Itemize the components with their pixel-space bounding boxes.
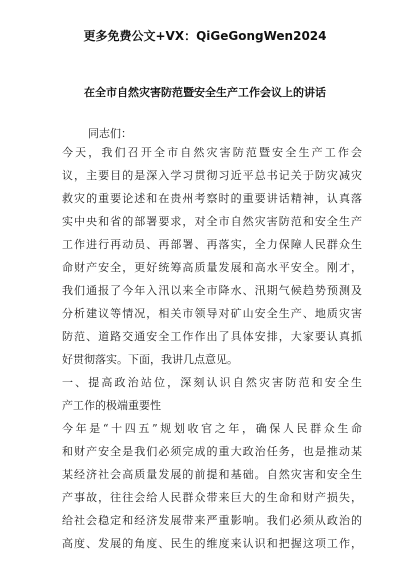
greeting: 同志们： <box>88 127 132 140</box>
section-heading: 产工作的极端重要性 <box>62 399 161 412</box>
body-line: 我们通报了今年入汛以来全市降水、汛期气候趋势预测及 <box>62 284 362 297</box>
body-line: 今年是“十四五”规划收官之年，确保人民群众生命 <box>62 422 362 435</box>
document-title: 在全市自然灾害防范暨安全生产工作会议上的讲话 <box>84 86 326 99</box>
body-line: 产事故，往往会给人民群众带来巨大的生命和财产损失， <box>62 491 362 504</box>
body-line: 实中央和省的部署要求，对全市自然灾害防范和安全生产 <box>62 215 362 228</box>
section-heading: 一、提高政治站位，深刻认识自然灾害防范和安全生 <box>62 376 362 389</box>
body-line: 防范、道路交通安全工作作出了具体安排，大家要认真抓 <box>62 330 362 343</box>
body-line: 分析建议等情况，相关市领导对矿山安全生产、地质灾害 <box>62 307 362 320</box>
body-line: 高度、发展的角度、民生的维度来认识和把握这项工作， <box>62 537 362 550</box>
body-line: 好贯彻落实。下面，我讲几点意见。 <box>62 353 238 366</box>
body-line: 命财产安全，更好统筹高质量发展和高水平安全。刚才， <box>62 261 362 274</box>
body-line: 和财产安全是我们必须完成的重大政治任务，也是推动某 <box>62 445 362 458</box>
body-line: 今天，我们召开全市自然灾害防范暨安全生产工作会 <box>62 146 362 159</box>
body-line: 议，主要目的是深入学习贯彻习近平总书记关于防灾减灾 <box>62 169 362 182</box>
body-line: 某经济社会高质量发展的前提和基础。自然灾害和安全生 <box>62 468 362 481</box>
body-line: 给社会稳定和经济发展带来严重影响。我们必须从政治的 <box>62 514 362 527</box>
body-line: 救灾的重要论述和在贵州考察时的重要讲话精神，认真落 <box>62 192 362 205</box>
watermark-header: 更多免费公文+VX：QiGeGongWen2024 <box>83 29 327 43</box>
body-line: 工作进行再动员、再部署、再落实，全力保障人民群众生 <box>62 238 362 251</box>
